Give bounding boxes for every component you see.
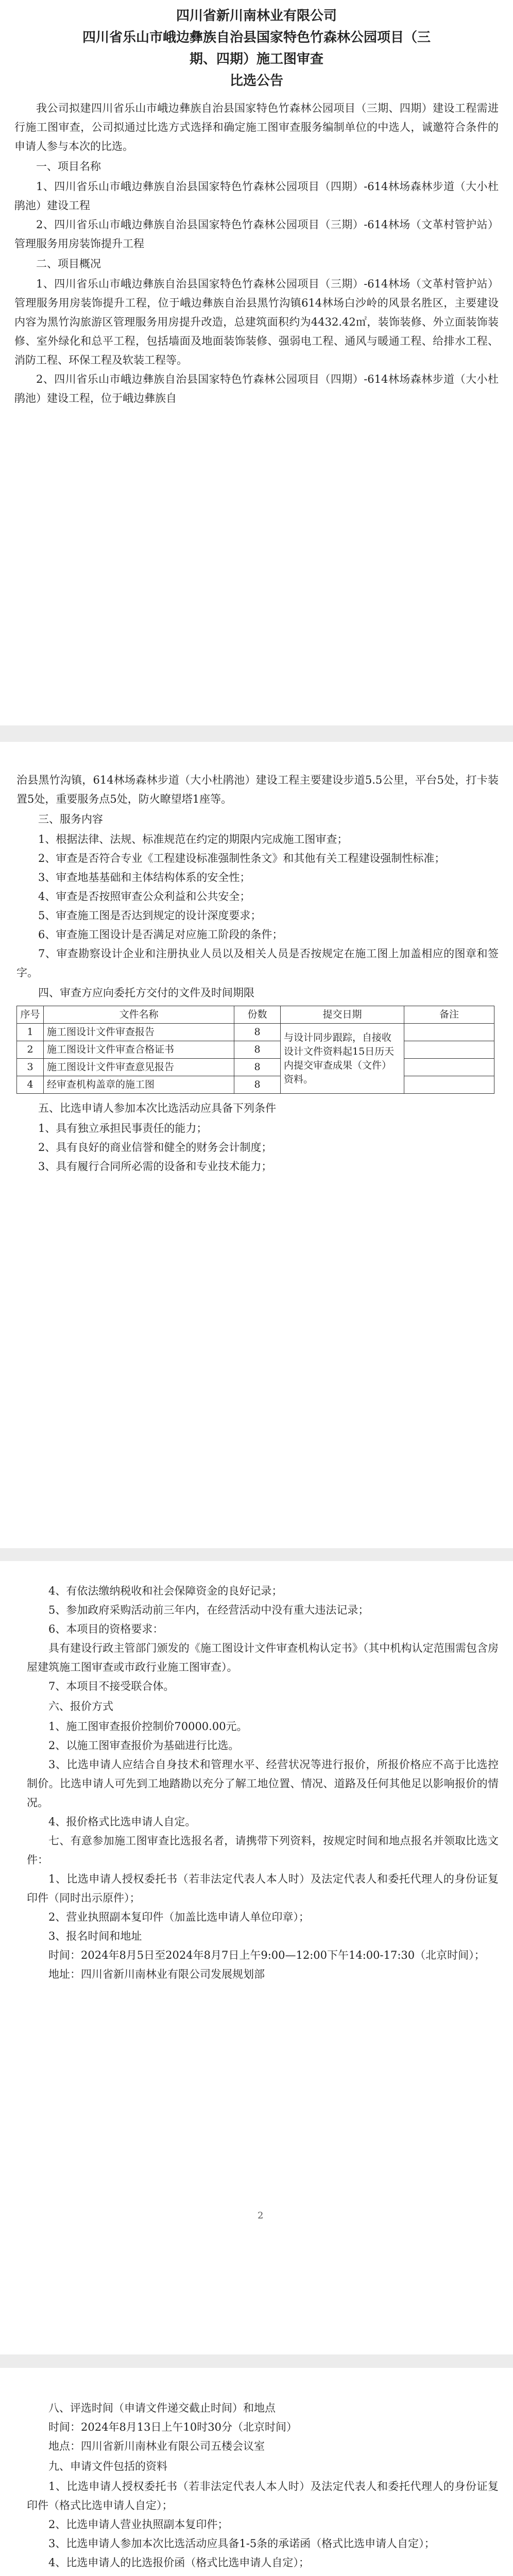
quotation-item-1: 1、施工图审查报价控制价70000.00元。: [48, 1720, 248, 1733]
table-header-cell: 备注: [404, 1006, 494, 1024]
eligibility-item-5: 5、参加政府采购活动前三年内，在经营活动中没有重大违法记录；: [48, 1604, 369, 1616]
service-item-2: 2、审查是否符合专业《工程建设标准强制性条文》和其他有关工程建设强制性标准；: [38, 852, 446, 865]
title-line-2: 期、四期）施工图审查: [189, 52, 323, 67]
registration-address: 地址：四川省新川南林业有限公司发展规划部: [48, 1968, 265, 1980]
section-project-overview: 二、项目概况: [36, 258, 101, 270]
document-page-3: [0, 1561, 513, 2354]
service-item-6: 6、审查施工图设计是否满足对应施工阶段的条件；: [38, 928, 283, 941]
table-header-cell: 序号: [17, 1006, 44, 1024]
section-deliverables: 四、审查方应向委托方交付的文件及时间期限: [38, 987, 254, 999]
registration-item-1: 1、比选申请人授权委托书（若非法定代表人本人时）及法定代表人和委托代理人的身份证复印件（同时出示原件）；: [27, 1873, 499, 1904]
section-registration: 七、有意参加施工图审查比选报名者，请携带下列资料，按规定时间和地点报名并领取比选文件：: [27, 1835, 499, 1866]
overview-item-2-continued: 治县黑竹沟镇，614林场森林步道（大小杜鹃池）建设工程主要建设步道5.5公里，平台5处，打卡装置5处，重要服务点5处，防火瞭望塔1座等。: [16, 774, 499, 805]
section-application-documents: 九、申请文件包括的资料: [48, 2460, 167, 2472]
service-item-3: 3、审查地基基础和主体结构体系的安全性；: [38, 871, 251, 884]
table-header-row: [17, 1006, 494, 1024]
table-row: [17, 1041, 494, 1059]
title-line-1: 四川省乐山市峨边彝族自治县国家特色竹森林公园项目（三: [82, 30, 431, 45]
table-cell-index: 4: [17, 1076, 44, 1094]
section-service-content: 三、服务内容: [38, 813, 103, 825]
overview-item-2-start: 2、四川省乐山市峨边彝族自治县国家特色竹森林公园项目（四期）-614林场森林步道（大小杜鹃池）建设工程，位于峨边彝族自: [14, 373, 499, 404]
overview-item-1: 1、四川省乐山市峨边彝族自治县国家特色竹森林公园项目（三期）-614林场（文革村管护站）管理服务用房装饰提升工程，位于峨边彝族自治县黑竹沟镇614林场白沙岭的风景名胜区，主要建设内容为黑竹沟旅游区管理服务用房提升改造，总建筑面积约为4432.42㎡，装饰装修、外立面装饰装修、室外绿化和总平工程，包括墙面及地面装饰装修、强弱电工程、通风与暖通工程、给排水工程、消防工程、环保工程及软装工程等。: [14, 278, 499, 366]
document-page-4: [0, 2368, 513, 2576]
project-item-2: 2、四川省乐山市峨边彝族自治县国家特色竹森林公园项目（三期）-614林场（文革村管护站）管理服务用房装饰提升工程: [14, 218, 499, 250]
company-name: 四川省新川南林业有限公司: [176, 8, 337, 24]
application-doc-1: 1、比选申请人授权委托书（若非法定代表人本人时）及法定代表人和委托代理人的身份证复印件（格式比选申请人自定）；: [27, 2480, 499, 2512]
table-cell-file: 经审查机构盖章的施工图: [44, 1076, 234, 1094]
intro-paragraph: 我公司拟建四川省乐山市峨边彝族自治县国家特色竹森林公园项目（三期、四期）建设工程需进行施工图审查，公司拟通过比选方式选择和确定施工图审查服务编制单位的中选人，诚邀符合条件的申请人参与本次的比选。: [14, 102, 499, 152]
application-doc-2: 2、比选申请人营业执照副本复印件；: [48, 2518, 229, 2531]
eligibility-item-6: 6、本项目的资格要求：: [48, 1623, 164, 1635]
table-cell-index: 1: [17, 1024, 44, 1041]
table-header-cell: 文件名称: [44, 1006, 234, 1024]
document-page-2: [0, 742, 513, 1548]
application-doc-3: 3、比选申请人参加本次比选活动应具备1-5条的承诺函（格式比选申请人自定）；: [48, 2537, 435, 2550]
eligibility-item-3: 3、具有履行合同所必需的设备和专业技术能力；: [38, 1160, 272, 1173]
registration-item-3: 3、报名时间和地址: [48, 1930, 142, 1942]
eligibility-item-7: 7、本项目不接受联合体。: [48, 1680, 175, 1692]
registration-item-2: 2、营业执照副本复印件（加盖比选申请人单位印章）；: [48, 1911, 310, 1923]
service-item-5: 5、审查施工图是否达到规定的设计深度要求；: [38, 909, 262, 922]
section-quotation: 六、报价方式: [48, 1700, 113, 1713]
eligibility-item-1: 1、具有独立承担民事责任的能力；: [38, 1122, 208, 1134]
table-header-cell: 份数: [234, 1006, 281, 1024]
quotation-item-3: 3、比选申请人应结合自身技术和管理水平、经营状况等进行报价，所报价格应不高于比选控制价。比选申请人可先到工地踏勘以充分了解工地位置、情况、道路及任何其他足以影响报价的情况。: [27, 1758, 499, 1809]
application-doc-4: 4、比选申请人的比选报价函（格式比选申请人自定）；: [48, 2556, 310, 2569]
table-cell-copies: 8: [234, 1041, 281, 1059]
table-row: [17, 1076, 494, 1094]
quotation-item-4: 4、报价格式比选申请人自定。: [48, 1816, 196, 1828]
project-item-1: 1、四川省乐山市峨边彝族自治县国家特色竹森林公园项目（四期）-614林场森林步道（大小杜鹃池）建设工程: [14, 180, 499, 212]
table-cell-file: 施工图设计文件审查合格证书: [44, 1041, 234, 1059]
table-cell-copies: 8: [234, 1076, 281, 1094]
table-cell-remark: [404, 1024, 494, 1041]
table-cell-index: 2: [17, 1041, 44, 1059]
quotation-item-2: 2、以施工图审查报价为基础进行比选。: [48, 1739, 240, 1752]
service-item-4: 4、审查是否按照审查公众利益和公共安全；: [38, 890, 251, 903]
table-cell-remark: [404, 1041, 494, 1059]
qualification-text: 具有建设行政主管部门颁发的《施工图设计文件审查机构认定书》（其中机构认定范围需包含房屋建筑施工图审查或市政行业施工图审查）。: [27, 1642, 499, 1673]
evaluation-time: 时间：2024年8月13日上午10时30分（北京时间）: [48, 2421, 297, 2433]
deliverables-table: [16, 1006, 494, 1094]
table-cell-index: 3: [17, 1059, 44, 1076]
service-item-7: 7、审查勘察设计企业和注册执业人员以及相关人员是否按规定在施工图上加盖相应的图章和签字。: [16, 947, 499, 979]
document-header: [14, 5, 499, 92]
eligibility-item-4: 4、有依法缴纳税收和社会保障资金的良好记录；: [48, 1585, 283, 1597]
evaluation-location: 地点：四川省新川南林业有限公司五楼会议室: [48, 2440, 265, 2452]
table-cell-date-note: 与设计同步跟踪，自接收设计文件资料起15日历天内提交审查成果（文件）资料。: [281, 1024, 404, 1094]
table-row: [17, 1059, 494, 1076]
table-row: [17, 1024, 494, 1041]
section-eligibility: 五、比选申请人参加本次比选活动应具备下列条件: [38, 1102, 276, 1114]
table-cell-copies: 8: [234, 1024, 281, 1041]
application-doc-5: [27, 2572, 499, 2576]
table-cell-file: 施工图设计文件审查意见报告: [44, 1059, 234, 1076]
eligibility-item-2: 2、具有良好的商业信誉和健全的财务会计制度；: [38, 1141, 272, 1154]
section-evaluation-time: 八、评选时间（申请文件递交截止时间）和地点: [48, 2402, 276, 2414]
title-line-3: 比选公告: [229, 73, 283, 89]
table-cell-file: 施工图设计文件审查报告: [44, 1024, 234, 1041]
table-cell-remark: [404, 1076, 494, 1094]
page-number: 2: [258, 2210, 264, 2221]
table-cell-copies: 8: [234, 1059, 281, 1076]
registration-time: 时间：2024年8月5日至2024年8月7日上午9:00—12:00下午14:00-17:30（北京时间）；: [48, 1949, 485, 1961]
table-header-cell: 提交日期: [281, 1006, 404, 1024]
section-project-name: 一、项目名称: [36, 160, 101, 173]
service-item-1: 1、根据法律、法规、标准规范在约定的期限内完成施工图审查；: [38, 833, 348, 845]
document-page-1: [0, 0, 513, 725]
table-cell-remark: [404, 1059, 494, 1076]
